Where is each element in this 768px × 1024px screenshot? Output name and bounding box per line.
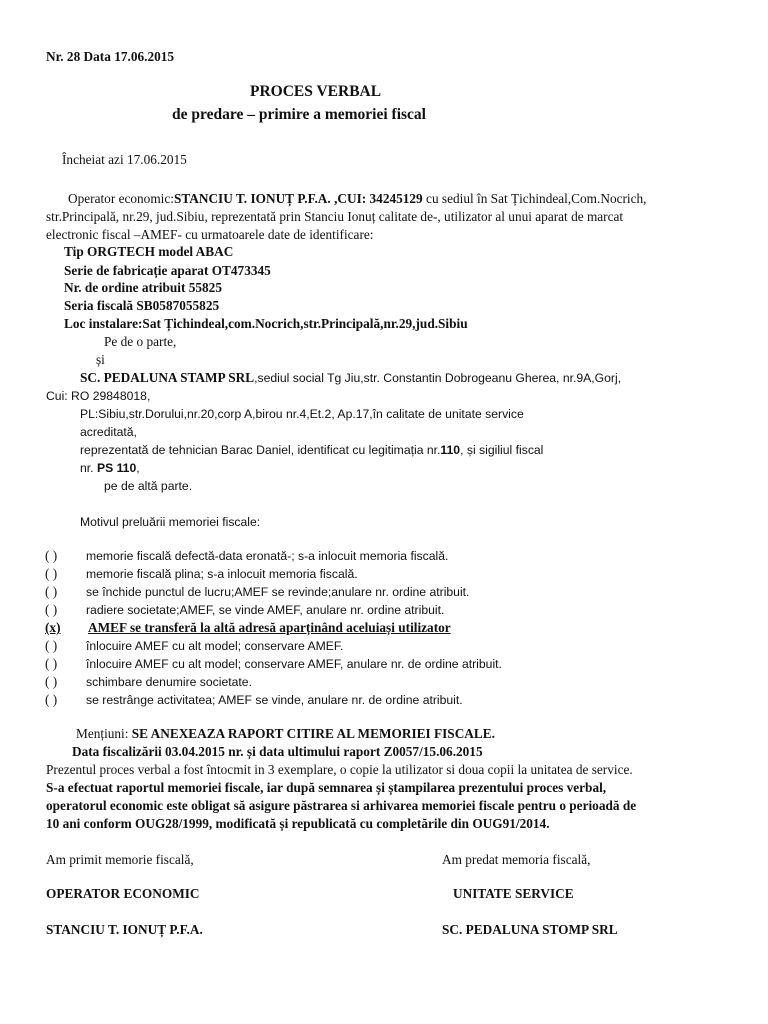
obligation-line-3: 10 ani conform OUG28/1999, modificată și republicată cu completările din OUG91/2014. <box>46 816 550 831</box>
mentions-line <box>76 725 495 743</box>
reason-text: înlocuire AMEF cu alt model; conservare AMEF. <box>86 639 344 653</box>
party-other-side: pe de altă parte. <box>104 479 193 493</box>
document-title: PROCES VERBAL <box>250 83 382 100</box>
operator-role: OPERATOR ECONOMIC <box>46 886 200 901</box>
party-one-side: Pe de o parte, <box>104 334 177 349</box>
operator-line-2: str.Principală, nr.29, jud.Sibiu, reprezentată prin Stanciu Ionuț calitate de-, utilizator al unui aparat de marcat <box>46 209 624 224</box>
obligation-line-2: operatorul economic este obligat să asigure păstrarea si arhivarea memoriei fiscale pentru o perioadă de <box>46 798 637 813</box>
device-order-number: Nr. de ordine atribuit 55825 <box>64 280 222 295</box>
operator-signature-name: STANCIU T. IONUȚ P.F.A. <box>46 922 203 937</box>
concluded-date: Încheiat azi 17.06.2015 <box>62 152 187 167</box>
reason-text: AMEF se transferă la altă adresă aparținând aceluiași utilizator <box>88 620 451 635</box>
operator-name-cui: STANCIU T. IONUȚ P.F.A. ,CUI: 34245129 <box>173 191 423 206</box>
seal-prefix: nr. <box>80 461 97 475</box>
party-and: și <box>96 352 105 367</box>
service-signature-name: SC. PEDALUNA STOMP SRL <box>442 922 618 937</box>
service-workpoint: PL:Sibiu,str.Dorului,nr.20,corp A,birou nr.4,Et.2, Ap.17,în calitate de unitate service <box>80 407 524 421</box>
reason-text: memorie fiscală plina; s-a inlocuit memoria fiscală. <box>86 567 358 581</box>
reason-text: memorie fiscală defectă-data eronată-; s-a inlocuit memoria fiscală. <box>86 549 449 563</box>
service-line-1 <box>80 369 621 387</box>
copies-note: Prezentul proces verbal a fost întocmit in 3 exemplare, o copie la utilizator si doua copii la unitatea de service. <box>46 762 633 777</box>
mentions-text: SE ANEXEAZA RAPORT CITIRE AL MEMORIEI FISCALE. <box>128 726 495 741</box>
document-subtitle: de predare – primire a memoriei fiscal <box>172 106 426 123</box>
reason-checkbox: ( ) <box>45 638 58 653</box>
obligation-line-1: S-a efectuat raportul memoriei fiscale, iar după semnarea și ștampilarea prezentului proces verbal, <box>46 780 607 795</box>
service-representative <box>80 441 543 459</box>
operator-line-1 <box>68 190 647 208</box>
device-serial: Serie de fabricație aparat OT473345 <box>64 263 271 278</box>
reason-checkbox-checked: (x) <box>45 620 61 635</box>
fiscalization-date: Data fiscalizării 03.04.2015 nr. și data ultimului raport Z0057/15.06.2015 <box>72 744 483 759</box>
operator-line-3: electronic fiscal –AMEF- cu urmatoarele date de identificare: <box>46 227 374 242</box>
service-cui: Cui: RO 29848018, <box>46 389 151 403</box>
reason-checkbox: ( ) <box>45 692 58 707</box>
reason-text: înlocuire AMEF cu alt model; conservare AMEF, anulare nr. de ordine atribuit. <box>86 657 502 671</box>
service-name: SC. PEDALUNA STAMP SRL <box>80 370 255 385</box>
received-label: Am primit memorie fiscală, <box>46 852 194 867</box>
seal-suffix: , <box>136 461 140 475</box>
reason-checkbox: ( ) <box>45 548 58 563</box>
service-address: ,sediul social Tg Jiu,str. Constantin Dobrogeanu Gherea, nr.9A,Gorj, <box>254 371 622 385</box>
reason-checkbox: ( ) <box>45 602 58 617</box>
operator-prefix: Operator economic: <box>68 191 174 206</box>
operator-address-start: cu sediul în Sat Țichindeal,Com.Nocrich, <box>422 191 647 206</box>
reason-text: radiere societate;AMEF, se vinde AMEF, anulare nr. ordine atribuit. <box>86 603 445 617</box>
reason-text: se restrânge activitatea; AMEF se vinde, anulare nr. de ordine atribuit. <box>86 693 463 707</box>
reason-label: Motivul preluării memoriei fiscale: <box>80 515 261 529</box>
device-fiscal-serial: Seria fiscală SB0587055825 <box>64 298 220 313</box>
document-reference: Nr. 28 Data 17.06.2015 <box>46 49 175 64</box>
device-type: Tip ORGTECH model ABAC <box>64 244 234 259</box>
reason-checkbox: ( ) <box>45 674 58 689</box>
device-location: Loc instalare:Sat Țichindeal,com.Nocrich,str.Principală,nr.29,jud.Sibiu <box>64 316 468 331</box>
reason-checkbox: ( ) <box>45 584 58 599</box>
representative-id: 110 <box>440 443 461 457</box>
seal-text: , și sigiliul fiscal <box>460 443 544 457</box>
service-role: UNITATE SERVICE <box>453 886 574 901</box>
delivered-label: Am predat memoria fiscală, <box>442 852 591 867</box>
reason-text: schimbare denumire societate. <box>86 675 252 689</box>
seal-number: PS 110 <box>96 461 137 475</box>
mentions-label: Mențiuni: <box>76 726 129 741</box>
reason-checkbox: ( ) <box>45 656 58 671</box>
reason-checkbox: ( ) <box>45 566 58 581</box>
service-seal <box>80 459 140 477</box>
representative-text: reprezentată de tehnician Barac Daniel, identificat cu legitimația nr. <box>80 443 441 457</box>
reason-text: se închide punctul de lucru;AMEF se revinde;anulare nr. ordine atribuit. <box>86 585 470 599</box>
service-accredited: acreditată, <box>80 425 137 439</box>
